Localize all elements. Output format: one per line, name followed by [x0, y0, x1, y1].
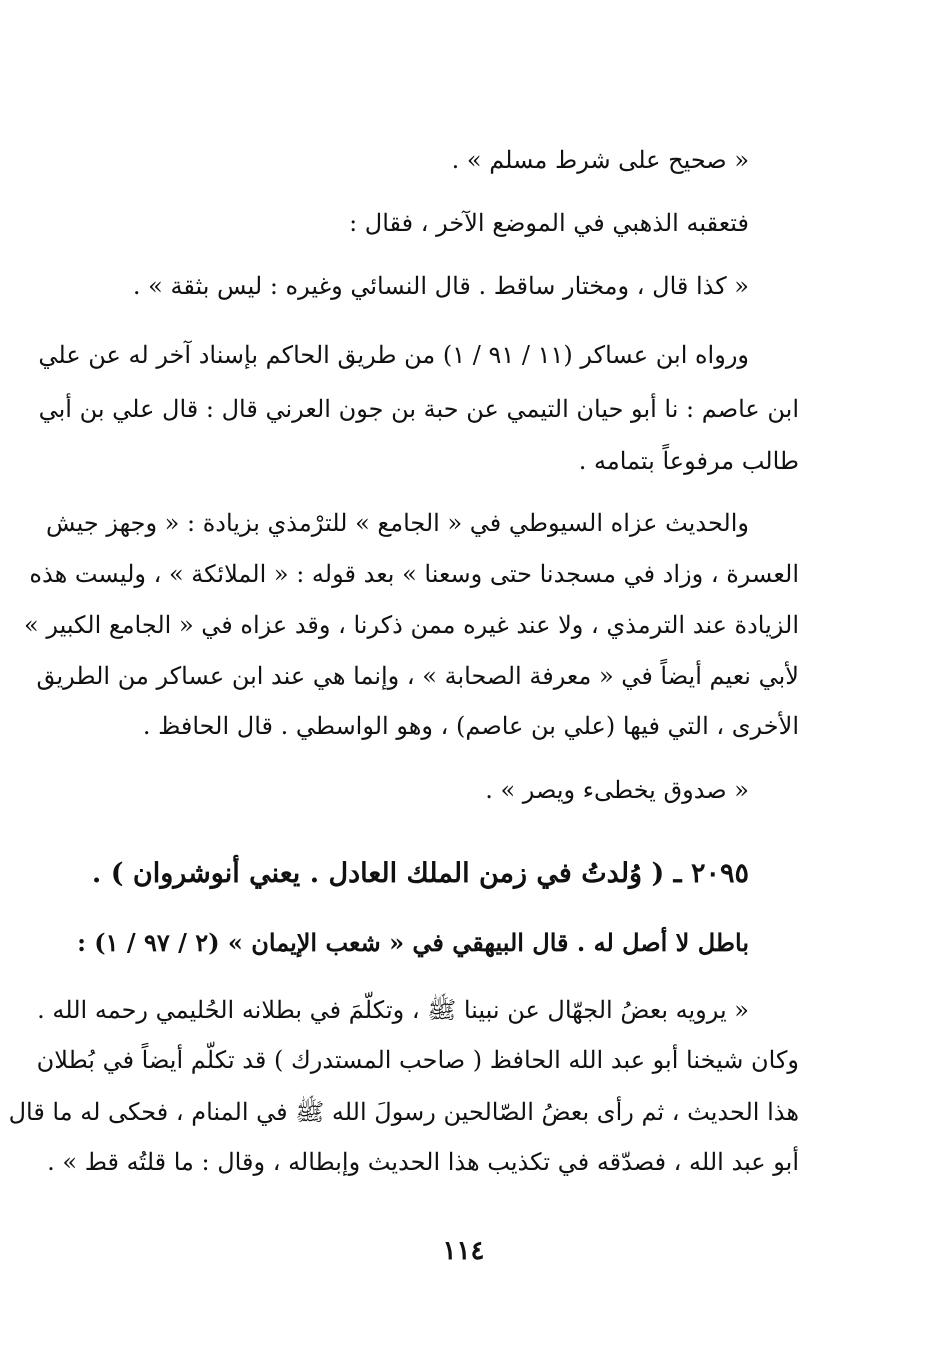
- hadith-heading: ٢٠٩٥ ـ ( وُلدتُ في زمن الملك العادل . يعني أنوشروان ) .: [91, 858, 749, 889]
- paragraph-line: ورواه ابن عساكر (١١ / ٩١ / ١) من طريق الحاكم بإسناد آخر له عن علي: [38, 341, 749, 369]
- verdict-line: باطل لا أصل له . قال البيهقي في « شعب الإيمان » (٢ / ٩٧ / ١) :: [77, 928, 749, 957]
- quote-line: هذا الحديث ، ثم رأى بعضُ الصّالحين رسولَ الله ﷺ في المنام ، فحكى له ما قال: [8, 1098, 799, 1126]
- paragraph-line: ابن عاصم : نا أبو حيان التيمي عن حبة بن جون العرني قال : قال علي بن أبي: [38, 395, 799, 423]
- quote-line: وكان شيخنا أبو عبد الله الحافظ ( صاحب المستدرك ) قد تكلّم أيضاً في بُطلان: [36, 1046, 799, 1074]
- quote-line: أبو عبد الله ، فصدّقه في تكذيب هذا الحديث وإبطاله ، وقال : ما قلتُه قط » .: [47, 1148, 799, 1176]
- text-line: فتعقبه الذهبي في الموضع الآخر ، فقال :: [349, 209, 749, 237]
- paragraph-line: لأبي نعيم أيضاً في « معرفة الصحابة » ، وإنما هي عند ابن عساكر من الطريق: [36, 662, 799, 690]
- page-number: ١١٤: [442, 1236, 485, 1266]
- quote-line: « صحيح على شرط مسلم » .: [451, 146, 749, 174]
- paragraph-line: الزيادة عند الترمذي ، ولا عند غيره ممن ذكرنا ، وقد عزاه في « الجامع الكبير »: [24, 611, 799, 639]
- paragraph-line: الأخرى ، التي فيها (علي بن عاصم) ، وهو الواسطي . قال الحافظ .: [142, 712, 799, 740]
- paragraph-line: طالب مرفوعاً بتمامه .: [578, 447, 799, 475]
- quote-line: « يرويه بعضُ الجهّال عن نبينا ﷺ ، وتكلّمَ في بطلانه الحُليمي رحمه الله .: [37, 996, 749, 1024]
- paragraph-line: العسرة ، وزاد في مسجدنا حتى وسعنا » بعد قوله : « الملائكة » ، وليست هذه: [29, 560, 799, 588]
- quote-line: « كذا قال ، ومختار ساقط . قال النسائي وغيره : ليس بثقة » .: [132, 272, 749, 300]
- quote-line: « صدوق يخطىء ويصر » .: [485, 776, 749, 804]
- paragraph-line: والحديث عزاه السيوطي في « الجامع » للترْمذي بزيادة : « وجهز جيش: [46, 509, 749, 537]
